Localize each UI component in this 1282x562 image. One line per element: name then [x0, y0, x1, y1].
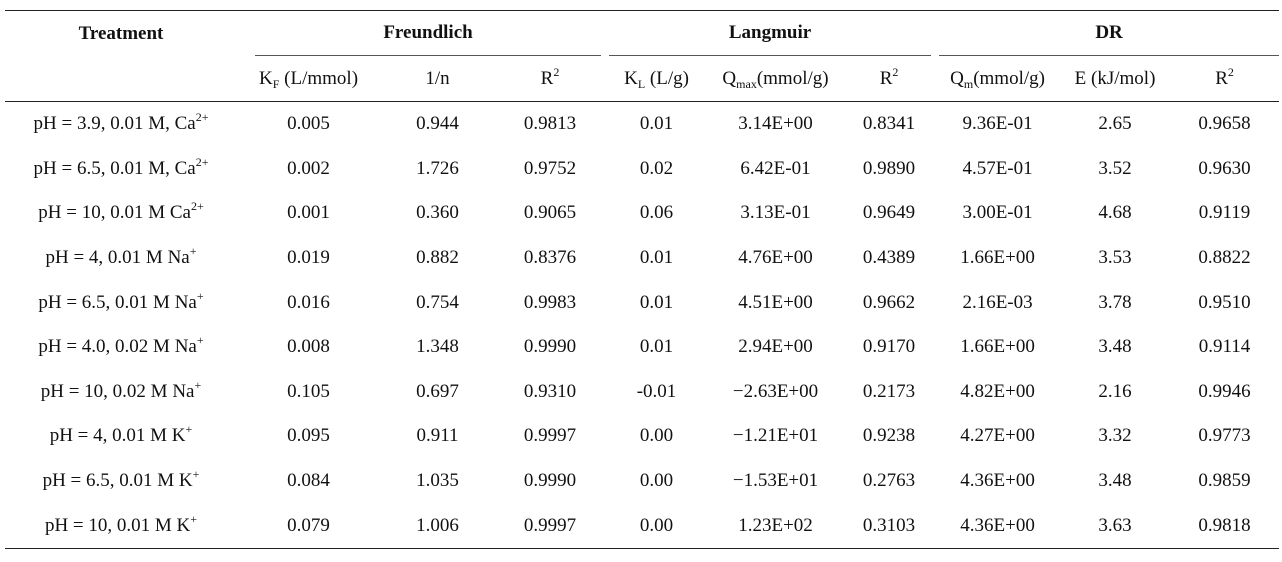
freundlich-r2-cell: 0.9997: [523, 425, 577, 447]
qm-cell: 1.66E+00: [960, 336, 1035, 358]
one-over-n-cell: 1.035: [416, 470, 459, 492]
langmuir-r2-cell: 0.9238: [862, 425, 916, 447]
dr-r2-cell: 0.9658: [1198, 113, 1251, 135]
table-row: [5, 414, 1279, 459]
langmuir-r2-cell: 0.2763: [862, 470, 916, 492]
energy-cell: 3.32: [1098, 425, 1132, 447]
table-row: [5, 370, 1279, 415]
kl-header: $K_L$ (L/g): [624, 67, 689, 91]
energy-cell: 3.48: [1098, 470, 1132, 492]
one-over-n-cell: 0.360: [416, 202, 459, 224]
qm-cell: 4.82E+00: [960, 380, 1035, 402]
qmax-cell: −2.63E+00: [732, 380, 819, 402]
qm-cell: 1.66E+00: [960, 247, 1035, 269]
qm-cell: 4.57E-01: [962, 157, 1033, 179]
kl-cell: 0.01: [639, 247, 674, 269]
qmax-header: $Q_{max}(mmol/g)$: [722, 67, 829, 91]
freundlich-r2-cell: 0.9990: [523, 336, 577, 358]
treatment-cell: pH = 4, 0.01 M Na+: [45, 244, 197, 269]
dr-r2-cell: 0.8822: [1198, 247, 1251, 269]
qmax-cell: 6.42E-01: [740, 157, 811, 179]
dr-r2-cell: 0.9119: [1198, 202, 1251, 224]
treatment-cell: pH = 10, 0.01 M $Ca^{2+}$: [38, 199, 204, 224]
qm-cell: 4.27E+00: [960, 425, 1035, 447]
langmuir-r2-cell: 0.9662: [862, 291, 916, 313]
qmax-cell: −1.21E+01: [732, 425, 819, 447]
langmuir-r2-header: $R^2$: [879, 64, 899, 89]
isotherm-table-container: [5, 10, 1279, 549]
qmax-cell: 1.23E+02: [738, 514, 813, 536]
treatment-cell: pH = 10, 0.01 M K+: [44, 511, 198, 536]
table-row: [5, 325, 1279, 370]
kl-cell: 0.06: [639, 202, 674, 224]
subheader-blank: [5, 56, 237, 102]
kl-cell: 0.01: [639, 291, 674, 313]
kf-cell: 0.001: [287, 202, 330, 224]
kf-cell: 0.002: [287, 157, 330, 179]
one-over-n-header: 1/n: [425, 67, 450, 89]
langmuir-r2-cell: 0.9890: [862, 157, 916, 179]
kf-cell: 0.095: [287, 425, 330, 447]
table-row: [5, 503, 1279, 548]
treatment-cell: pH = 3.9, 0.01 M, $Ca^{2+}$: [33, 110, 209, 135]
langmuir-r2-cell: 0.8341: [862, 113, 916, 135]
qmax-cell: 4.76E+00: [738, 247, 813, 269]
qm-cell: 9.36E-01: [962, 113, 1033, 135]
qm-header: $Q_m(mmol/g)$: [950, 67, 1045, 91]
dr-label: DR: [939, 11, 1279, 56]
langmuir-label: Langmuir: [609, 11, 931, 56]
energy-cell: 2.65: [1098, 113, 1132, 135]
energy-header: E (kJ/mol): [1074, 67, 1156, 89]
treatment-cell: pH = 6.5, 0.01 M Na+: [38, 288, 204, 313]
freundlich-header: [237, 11, 605, 57]
freundlich-r2-cell: 0.9983: [523, 291, 577, 313]
langmuir-header: [605, 11, 935, 57]
energy-cell: 3.53: [1098, 247, 1132, 269]
kf-cell: 0.008: [287, 336, 330, 358]
qmax-cell: 4.51E+00: [738, 291, 813, 313]
table-body: [5, 102, 1279, 549]
kf-cell: 0.084: [287, 470, 330, 492]
dr-r2-cell: 0.9630: [1198, 157, 1251, 179]
dr-r2-header: $R^2$: [1215, 64, 1234, 89]
freundlich-r2-cell: 0.9997: [523, 514, 577, 536]
dr-r2-cell: 0.9859: [1198, 470, 1251, 492]
energy-cell: 4.68: [1098, 202, 1132, 224]
treatment-header: Treatment: [78, 22, 164, 44]
energy-cell: 3.52: [1098, 157, 1132, 179]
freundlich-r2-cell: 0.9813: [523, 113, 577, 135]
langmuir-r2-cell: 0.2173: [862, 380, 916, 402]
energy-cell: 3.78: [1098, 291, 1132, 313]
langmuir-r2-cell: 0.9649: [862, 202, 916, 224]
freundlich-r2-cell: 0.8376: [523, 247, 577, 269]
dr-header: [935, 11, 1279, 57]
table-row: [5, 191, 1279, 236]
kl-cell: 0.02: [639, 157, 674, 179]
one-over-n-cell: 1.726: [416, 157, 459, 179]
one-over-n-cell: 0.944: [416, 113, 459, 135]
energy-cell: 2.16: [1098, 380, 1132, 402]
one-over-n-cell: 0.882: [416, 247, 459, 269]
qmax-cell: 3.13E-01: [740, 202, 811, 224]
one-over-n-cell: 1.006: [416, 514, 459, 536]
table-row: [5, 280, 1279, 325]
freundlich-r2-cell: 0.9065: [523, 202, 577, 224]
qm-cell: 3.00E-01: [962, 202, 1033, 224]
dr-r2-cell: 0.9510: [1198, 291, 1251, 313]
kf-header: $K_F$ (L/mmol): [258, 67, 359, 91]
table-row: [5, 459, 1279, 504]
kl-cell: 0.00: [639, 425, 674, 447]
table-row: [5, 236, 1279, 281]
qm-cell: 4.36E+00: [960, 514, 1035, 536]
langmuir-r2-cell: 0.9170: [862, 336, 916, 358]
qm-cell: 2.16E-03: [962, 291, 1033, 313]
dr-r2-cell: 0.9114: [1198, 336, 1251, 358]
one-over-n-cell: 1.348: [416, 336, 459, 358]
treatment-cell: pH = 4.0, 0.02 M Na+: [38, 333, 204, 358]
kl-cell: 0.00: [639, 470, 674, 492]
kl-cell: -0.01: [636, 380, 677, 402]
dr-r2-cell: 0.9818: [1198, 514, 1251, 536]
freundlich-r2-cell: 0.9752: [523, 157, 577, 179]
one-over-n-cell: 0.697: [416, 380, 459, 402]
subheader-row: [5, 56, 1279, 102]
energy-cell: 3.48: [1098, 336, 1132, 358]
kf-cell: 0.079: [287, 514, 330, 536]
isotherm-parameters-table: [5, 10, 1279, 549]
langmuir-r2-cell: 0.4389: [862, 247, 916, 269]
kf-cell: 0.105: [287, 380, 330, 402]
kl-cell: 0.01: [639, 113, 674, 135]
kl-cell: 0.01: [639, 336, 674, 358]
freundlich-r2-cell: 0.9990: [523, 470, 577, 492]
table-row: [5, 102, 1279, 147]
one-over-n-cell: 0.911: [416, 425, 459, 447]
qmax-cell: 2.94E+00: [738, 336, 813, 358]
treatment-cell: pH = 6.5, 0.01 M K+: [42, 467, 200, 492]
table-row: [5, 147, 1279, 192]
qm-cell: 4.36E+00: [960, 470, 1035, 492]
langmuir-r2-cell: 0.3103: [862, 514, 916, 536]
freundlich-label: Freundlich: [255, 11, 601, 56]
dr-r2-cell: 0.9946: [1198, 380, 1251, 402]
dr-r2-cell: 0.9773: [1198, 425, 1251, 447]
kl-cell: 0.00: [639, 514, 674, 536]
group-header-row: [5, 11, 1279, 57]
one-over-n-cell: 0.754: [416, 291, 459, 313]
kf-cell: 0.019: [287, 247, 330, 269]
kf-cell: 0.005: [287, 113, 330, 135]
qmax-cell: −1.53E+01: [732, 470, 819, 492]
treatment-cell: pH = 10, 0.02 M Na+: [40, 377, 202, 402]
energy-cell: 3.63: [1098, 514, 1132, 536]
treatment-cell: pH = 4, 0.01 M K+: [49, 422, 193, 447]
freundlich-r2-header: $R^2$: [540, 64, 560, 89]
freundlich-r2-cell: 0.9310: [523, 380, 577, 402]
kf-cell: 0.016: [287, 291, 330, 313]
treatment-cell: pH = 6.5, 0.01 M, $Ca^{2+}$: [33, 154, 209, 179]
qmax-cell: 3.14E+00: [738, 113, 813, 135]
